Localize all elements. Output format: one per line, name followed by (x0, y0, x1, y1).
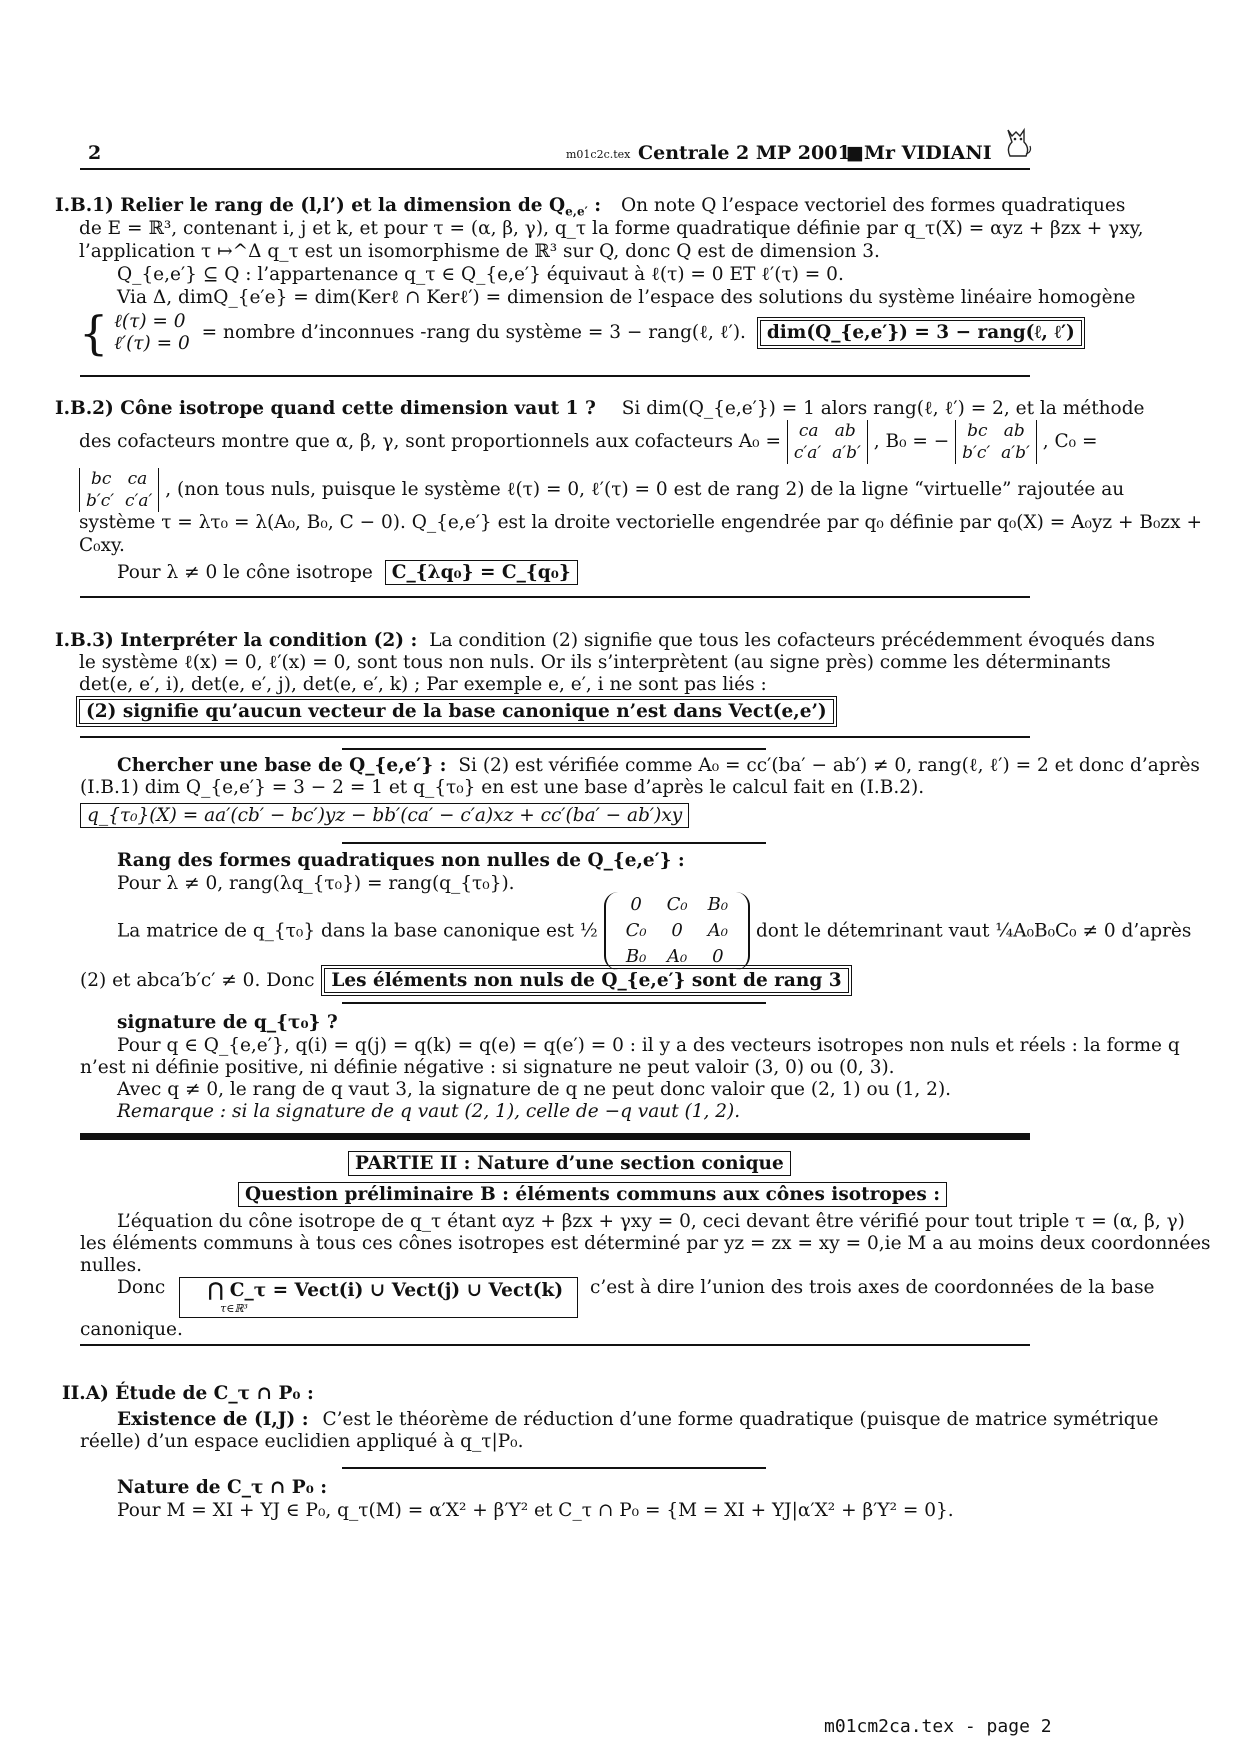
ib2-result-box: C_{λq₀} = C_{q₀} (385, 560, 578, 585)
page-footer: m01cm2ca.tex - page 2 (824, 1716, 1052, 1737)
ib1-line2: de E = ℝ³, contenant i, j et k, et pour τ = (α, β, γ), q_τ la forme quadratique définie par q_τ(X) = αyz + βzx + γxy, (79, 218, 1144, 239)
nature-title: Nature de C_τ ∩ P₀ : (117, 1477, 328, 1498)
divider-6 (80, 1344, 1030, 1346)
ib3-line2: le système ℓ(x) = 0, ℓ′(x) = 0, sont tous non nuls. Or ils s’interprètent (au signe près) comme les déterminants (79, 652, 1111, 673)
base-result-box: q_{τ₀}(X) = aa′(cb′ − bc′)yz − bb′(ca′ − c′a)xz + cc′(ba′ − ab′)xy (80, 803, 689, 828)
cat-logo-icon (1002, 126, 1034, 165)
file-tag: m01c2c.tex (566, 148, 631, 161)
author: ■Mr VIDIANI (846, 142, 992, 164)
divider-1 (80, 375, 1030, 377)
ib1-title: I.B.1) Relier le rang de (l,l’) et la dimension de Q (55, 195, 566, 216)
base-line2: (I.B.1) dim Q_{e,e′} = 3 − 2 = 1 et q_{τ₀} en est une base d’après le calcul fait en (I.B.2). (80, 777, 925, 798)
divider-7 (342, 1467, 766, 1469)
ib3-result-box: (2) signifie qu’aucun vecteur de la base canonique n’est dans Vect(e,e’) (79, 699, 834, 724)
ib2-line4: système τ = λτ₀ = λ(A₀, B₀, C − 0). Q_{e,e′} est la droite vectorielle engendrée par q₀ définie par q₀(X) = A₀yz + B₀zx + (79, 512, 1202, 533)
page-number: 2 (88, 142, 102, 164)
rang-line1: Pour λ ≠ 0, rang(λq_{τ₀}) = rang(q_{τ₀}). (117, 873, 515, 894)
thick-divider (80, 1133, 1030, 1140)
signature-remark: Remarque : si la signature de q vaut (2, 1), celle de −q vaut (1, 2). (117, 1101, 741, 1122)
ib1-line3: l’application τ ↦^Δ q_τ est un isomorphisme de ℝ³ sur Q, donc Q est de dimension 3. (79, 241, 880, 262)
iia-line2: réelle) d’un espace euclidien appliqué à q_τ|P₀. (80, 1431, 524, 1452)
ib1-result-box: dim(Q_{e,e′}) = 3 − rang(ℓ, ℓ′) (760, 320, 1082, 346)
rang-title: Rang des formes quadratiques non nulles de Q_{e,e′} : (117, 850, 685, 871)
matrix: 0 C₀ B₀ C₀ 0 A₀ B₀ A₀ 0 (604, 892, 750, 970)
partie2-line5: canonique. (80, 1319, 183, 1340)
rang-result-box: Les éléments non nuls de Q_{e,e′} sont de rang 3 (324, 968, 848, 993)
ib3-line3: det(e, e′, i), det(e, e′, j), det(e, e′, k) ; Par exemple e, e′, i ne sont pas liés : (79, 674, 767, 695)
ib1-system-line: { ℓ(τ) = 0 ℓ′(τ) = 0 = nombre d’inconnues -rang du système = 3 − rang(ℓ, ℓ′). dim(Q_{e,e′}) = 3 − rang(ℓ, ℓ′) (79, 310, 1082, 358)
divider-3 (80, 736, 1030, 738)
signature-title: signature de q_{τ₀} ? (117, 1012, 338, 1033)
rang-matrix-line: La matrice de q_{τ₀} dans la base canonique est ½ 0 C₀ B₀ C₀ 0 A₀ B₀ A₀ 0 dont le détemrinant vaut ¼A₀B₀C₀ ≠ 0 d’après (117, 892, 1191, 972)
iia-title: II.A) Étude de C_τ ∩ P₀ : (62, 1383, 314, 1404)
partie2-result-box: ⋂ C_τ = Vect(i) ∪ Vect(j) ∪ Vect(k) τ∈ℝ³ (179, 1277, 578, 1318)
signature-line2: n’est ni définie positive, ni définie négative : si signature ne peut valoir (3, 0) ou (0, 3). (80, 1057, 895, 1078)
ib2-cofactors-line: des cofacteurs montre que α, β, γ, sont proportionnels aux cofacteurs A₀ = ca ab c′a′ a′b′ , B₀ = − bc ab b′c′ a′b′ , C₀ = (79, 421, 1098, 463)
partie2-result-line: Donc ⋂ C_τ = Vect(i) ∪ Vect(j) ∪ Vect(k) τ∈ℝ³ c’est à dire l’union des trois axes de coordonnées de la base (117, 1277, 1155, 1321)
divider-2 (80, 596, 1030, 598)
exist-title: Existence de (I,J) : (117, 1409, 309, 1430)
divider-4 (342, 842, 766, 844)
signature-line1: Pour q ∈ Q_{e,e′}, q(i) = q(j) = q(k) = q(e) = q(e′) = 0 : il y a des vecteurs isotropes non nuls et réels : la forme q (117, 1035, 1180, 1056)
ib2-line5: C₀xy. (79, 535, 125, 556)
det-b0: bc ab b′c′ a′b′ (955, 420, 1037, 464)
divider-3b (342, 748, 766, 750)
partie2-line3: nulles. (80, 1255, 142, 1276)
det-c0: bc ca b′c′ c′a′ (79, 468, 159, 512)
ib3-title: I.B.3) Interpréter la condition (2) : (55, 630, 418, 651)
iia-line3: Pour M = XI + YJ ∈ P₀, q_τ(M) = α′X² + β′Y² et C_τ ∩ P₀ = {M = XI + YJ|α′X² + β′Y² = 0}. (117, 1500, 954, 1521)
ib2-detc-line: bc ca b′c′ c′a′ , (non tous nuls, puisque le système ℓ(τ) = 0, ℓ′(τ) = 0 est de rang 2) de la ligne “virtuelle” rajoutée au (79, 468, 1124, 514)
course-title: Centrale 2 MP 2001 (638, 142, 851, 164)
signature-line3: Avec q ≠ 0, le rang de q vaut 3, la signature de q ne peut donc valoir que (2, 1) ou (1, 2). (117, 1079, 952, 1100)
divider-5 (342, 1002, 766, 1004)
header-rule (80, 168, 1030, 170)
ib1-line5: Via Δ, dimQ_{e′e} = dim(Kerℓ ∩ Kerℓ′) = dimension de l’espace des solutions du système linéaire homogène (117, 287, 1136, 308)
partie2-line2: les éléments communs à tous ces cônes isotropes est déterminé par yz = zx = xy = 0,ie M a au moins deux coordonnées (80, 1233, 1211, 1254)
det-a0: ca ab c′a′ a′b′ (787, 420, 868, 464)
base-title: Chercher une base de Q_{e,e′} : (117, 755, 447, 776)
partie2-line1: L’équation du cône isotrope de q_τ étant αyz + βzx + γxy = 0, ceci devant être vérifié pour tout triple τ = (α, β, γ) (117, 1211, 1185, 1232)
question-b-box: Question préliminaire B : éléments communs aux cônes isotropes : (238, 1182, 947, 1207)
ib2-title: I.B.2) Cône isotrope quand cette dimension vaut 1 ? (55, 398, 596, 419)
partie2-title-box: PARTIE II : Nature d’une section conique (348, 1151, 791, 1176)
ib1-line4: Q_{e,e′} ⊆ Q : l’appartenance q_τ ∈ Q_{e,e′} équivaut à ℓ(τ) = 0 ET ℓ′(τ) = 0. (117, 264, 844, 285)
